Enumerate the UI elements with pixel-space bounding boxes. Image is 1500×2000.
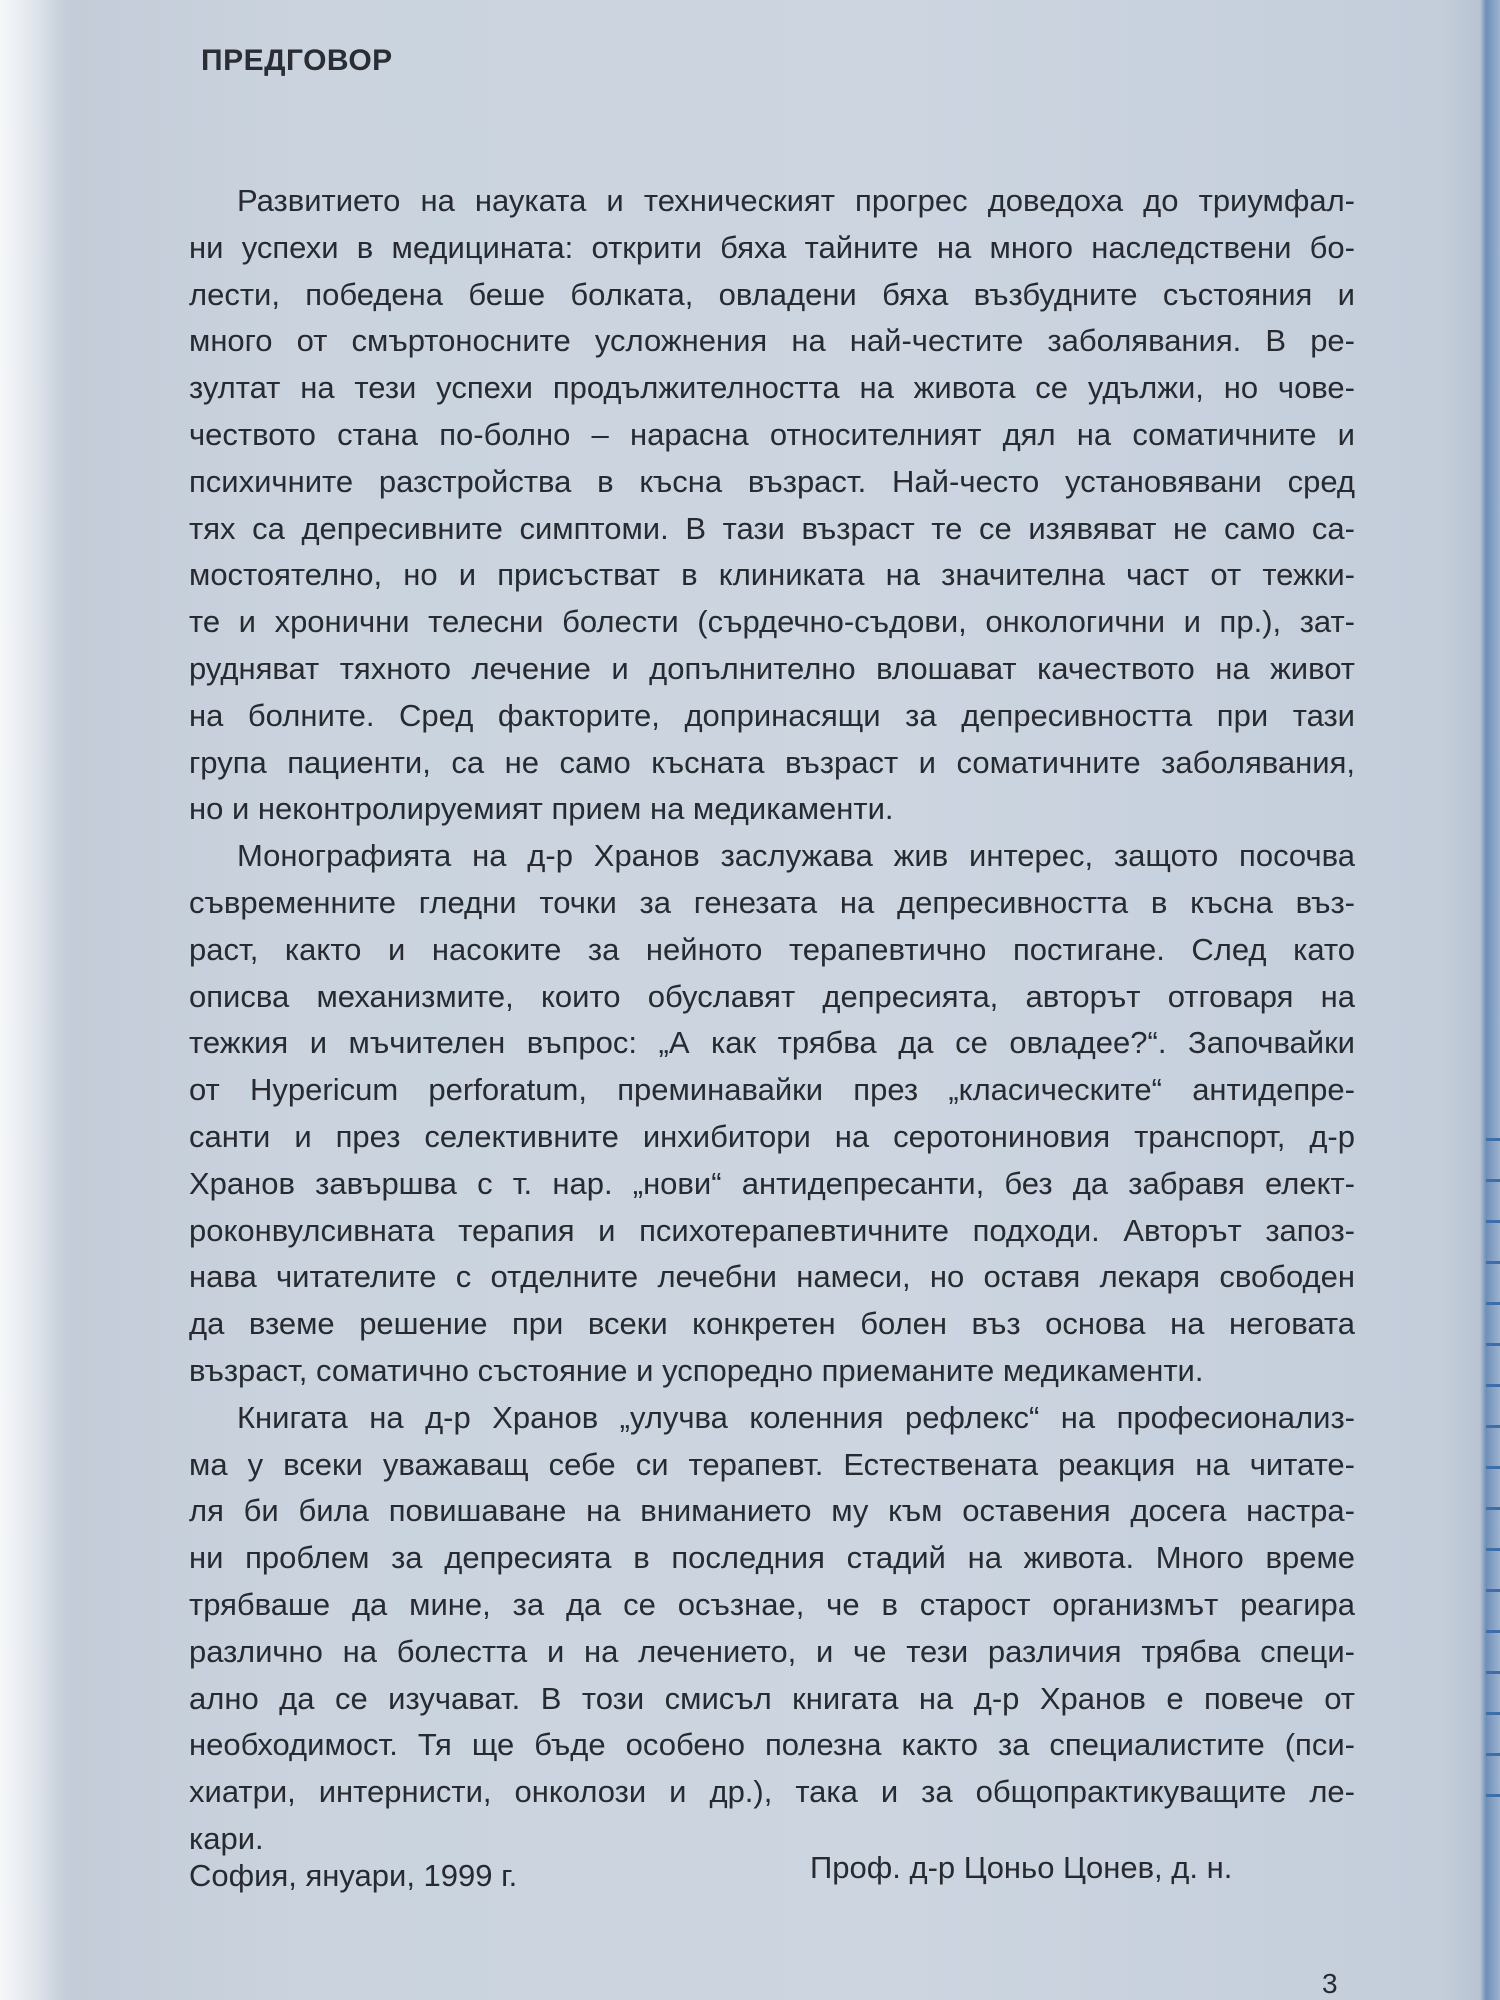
text-line: раст, както и насоките за нейното терапевтично постигане. След като <box>189 931 1355 967</box>
text-line: да вземе решение при всеки конкретен болен въз основа на неговата <box>189 1306 1355 1342</box>
text-line: роконвулсивната терапия и психотерапевтичните подходи. Авторът запоз- <box>189 1212 1355 1248</box>
paragraph <box>189 1395 1355 1863</box>
text-line: различно на болестта и на лечението, и че тези различия трябва специ- <box>189 1633 1355 1669</box>
text-line: чеството стана по-болно – нарасна относителният дял на соматичните и <box>189 416 1355 452</box>
text-line: тежкия и мъчителен въпрос: „А как трябва да се овладее?“. Започвайки <box>189 1025 1355 1061</box>
preface-body <box>189 178 1355 1863</box>
page-title: ПРЕДГОВОР <box>201 44 393 77</box>
text-line: но и неконтролируемият прием на медикаменти. <box>189 791 894 827</box>
page-number: 3 <box>1322 1968 1338 1999</box>
text-line: на болните. Сред факторите, допринасящи за депресивността при тази <box>189 697 1355 733</box>
text-line: Развитието на науката и техническият прогрес доведоха до триумфал- <box>237 183 1355 218</box>
text-line: от Hypericum perforatum, преминавайки през „класическите“ антидепре- <box>189 1072 1355 1108</box>
place-date: София, януари, 1999 г. <box>189 1858 518 1893</box>
text-line: лести, победена беше болката, овладени бяха възбудните състояния и <box>189 276 1355 312</box>
text-line: мостоятелно, но и присъстват в клиниката на значителна част от тежки- <box>189 557 1355 593</box>
paragraph <box>189 833 1355 1395</box>
text-line: възраст, соматично състояние и успоредно приеманите медикаменти. <box>189 1352 1204 1388</box>
text-line: психичните разстройства в късна възраст. Най-често установявани сред <box>189 463 1355 499</box>
text-line: Хранов завършва с т. нар. „нови“ антидепресанти, без да забравя елект- <box>189 1165 1355 1201</box>
text-line: описва механизмите, които обуславят депресията, авторът отговаря на <box>189 978 1355 1014</box>
text-line: Книгата на д-р Хранов „улучва коленния рефлекс“ на професионализ- <box>237 1399 1355 1435</box>
text-line: те и хронични телесни болести (сърдечно-съдови, онкологични и пр.), зат- <box>189 604 1355 640</box>
text-line: ни проблем за депресията в последния стадий на живота. Много време <box>189 1540 1355 1576</box>
next-page-edge <box>1486 1100 1500 1800</box>
text-line: ля би била повишаване на вниманието му към оставения досега настра- <box>189 1493 1355 1529</box>
text-line: кари. <box>189 1820 264 1856</box>
text-line: трябваше да мине, за да се осъзнае, че в старост организмът реагира <box>189 1586 1355 1622</box>
text-line: зултат на тези успехи продължителността на живота се удължи, но чове- <box>189 370 1355 406</box>
text-line: съвременните гледни точки за генезата на депресивността в късна въз- <box>189 884 1355 920</box>
text-line: много от смъртоносните усложнения на най-честите заболявания. В ре- <box>189 323 1355 359</box>
text-line: нава читателите с отделните лечебни намеси, но оставя лекаря свободен <box>189 1259 1355 1295</box>
text-line: необходимост. Тя ще бъде особено полезна както за специалистите (пси- <box>189 1727 1355 1763</box>
text-line: група пациенти, са не само късната възраст и соматичните заболявания, <box>189 744 1355 780</box>
text-line: Монографията на д-р Хранов заслужава жив интерес, защото посочва <box>237 838 1355 874</box>
text-line: рудняват тяхното лечение и допълнително влошават качеството на живот <box>189 650 1355 686</box>
text-line: ма у всеки уважаващ себе си терапевт. Естествената реакция на читате- <box>189 1446 1355 1482</box>
text-line: санти и през селективните инхибитори на серотониновия транспорт, д-р <box>189 1118 1355 1154</box>
text-line: ни успехи в медицината: открити бяха тайните на много наследствени бо- <box>189 229 1355 265</box>
page-gutter-shadow <box>0 0 60 2000</box>
text-line: ално да се изучават. В този смисъл книгата на д-р Хранов е повече от <box>189 1680 1355 1716</box>
text-line: хиатри, интернисти, онколози и др.), така и за общопрактикуващите ле- <box>189 1774 1355 1810</box>
paragraph <box>189 178 1355 833</box>
text-line: тях са депресивните симптоми. В тази възраст те се изявяват не само са- <box>189 510 1355 546</box>
author-signature: Проф. д-р Цоньо Цонев, д. н. <box>810 1850 1233 1885</box>
